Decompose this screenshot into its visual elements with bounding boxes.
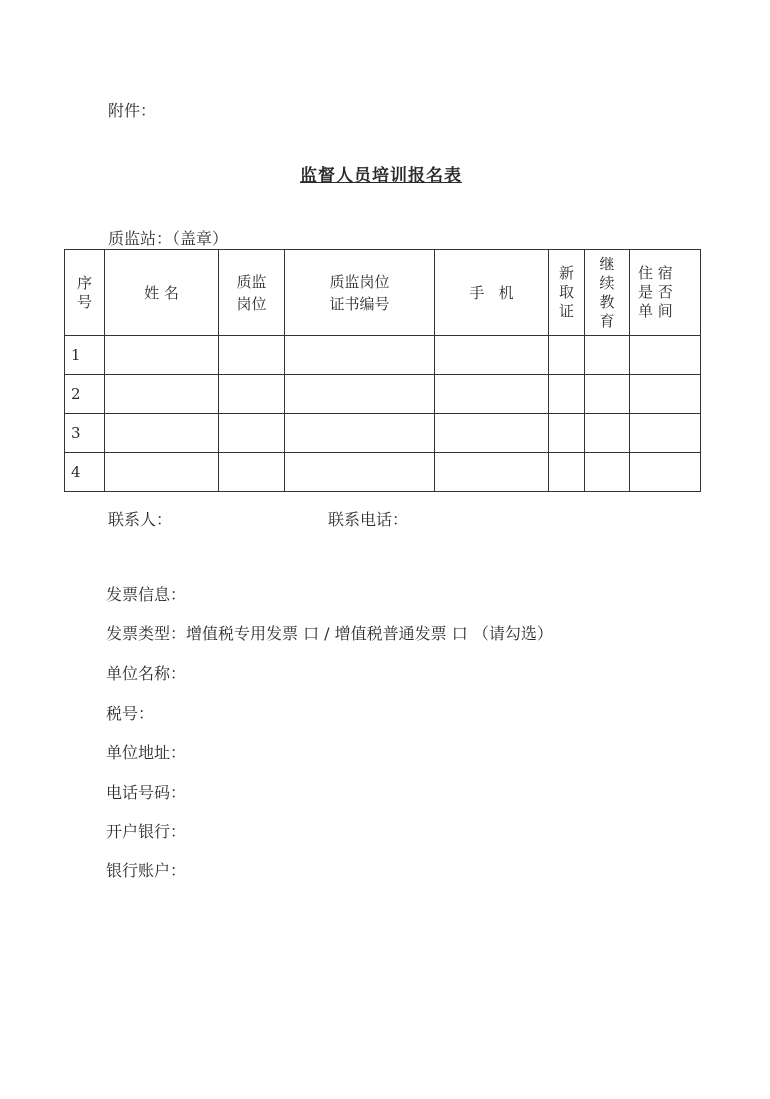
station-seal-label: 质监站：（盖章） (108, 229, 229, 248)
header-name: 姓 名 (105, 250, 219, 336)
cert-no-cell[interactable] (285, 375, 435, 414)
table-row (65, 414, 701, 453)
header-post: 质监 岗位 (219, 250, 285, 336)
continuing-edu-cell[interactable] (585, 375, 630, 414)
post-cell[interactable] (219, 336, 285, 375)
new-cert-cell[interactable] (549, 414, 585, 453)
row-number: 3 (65, 414, 105, 453)
table-row (65, 375, 701, 414)
post-cell[interactable] (219, 414, 285, 453)
phone-cell[interactable] (435, 336, 549, 375)
row-number: 2 (65, 375, 105, 414)
continuing-edu-cell[interactable] (585, 414, 630, 453)
table-row (65, 336, 701, 375)
table-row (65, 453, 701, 492)
single-room-cell[interactable] (630, 336, 701, 375)
header-single-room: 住 宿 是 否 单 间 (630, 250, 701, 336)
header-seq: 序号 (65, 250, 105, 336)
cert-no-cell[interactable] (285, 414, 435, 453)
header-continuing-edu: 继续教育 (585, 250, 630, 336)
row-number: 1 (65, 336, 105, 375)
single-room-cell[interactable] (630, 453, 701, 492)
table-header-row (65, 250, 701, 336)
new-cert-cell[interactable] (549, 336, 585, 375)
name-cell[interactable] (105, 375, 219, 414)
single-room-cell[interactable] (630, 414, 701, 453)
name-cell[interactable] (105, 414, 219, 453)
invoice-info-label: 发票信息： (106, 585, 187, 604)
header-cert-no: 质监岗位 证书编号 (285, 250, 435, 336)
name-cell[interactable] (105, 453, 219, 492)
contact-person-label: 联系人： (108, 510, 173, 529)
post-cell[interactable] (219, 453, 285, 492)
phone-cell[interactable] (435, 375, 549, 414)
tax-id-label: 税号： (106, 704, 155, 723)
header-phone: 手 机 (435, 250, 549, 336)
name-cell[interactable] (105, 336, 219, 375)
invoice-type-line: 发票类型：增值税专用发票 口 / 增值税普通发票 口 （请勾选） (106, 624, 553, 643)
continuing-edu-cell[interactable] (585, 453, 630, 492)
row-number: 4 (65, 453, 105, 492)
continuing-edu-cell[interactable] (585, 336, 630, 375)
form-title: 监督人员培训报名表 (300, 166, 462, 186)
bank-account-label: 银行账户： (106, 861, 187, 880)
new-cert-cell[interactable] (549, 453, 585, 492)
cert-no-cell[interactable] (285, 453, 435, 492)
attachment-label: 附件： (108, 101, 157, 120)
single-room-cell[interactable] (630, 375, 701, 414)
telephone-label: 电话号码： (106, 783, 187, 802)
header-new-cert: 新取证 (549, 250, 585, 336)
company-name-label: 单位名称： (106, 664, 187, 683)
cert-no-cell[interactable] (285, 336, 435, 375)
phone-cell[interactable] (435, 453, 549, 492)
phone-cell[interactable] (435, 414, 549, 453)
new-cert-cell[interactable] (549, 375, 585, 414)
registration-table (64, 249, 701, 492)
bank-label: 开户银行： (106, 822, 187, 841)
contact-phone-label: 联系电话： (328, 510, 409, 529)
company-address-label: 单位地址： (106, 743, 187, 762)
post-cell[interactable] (219, 375, 285, 414)
